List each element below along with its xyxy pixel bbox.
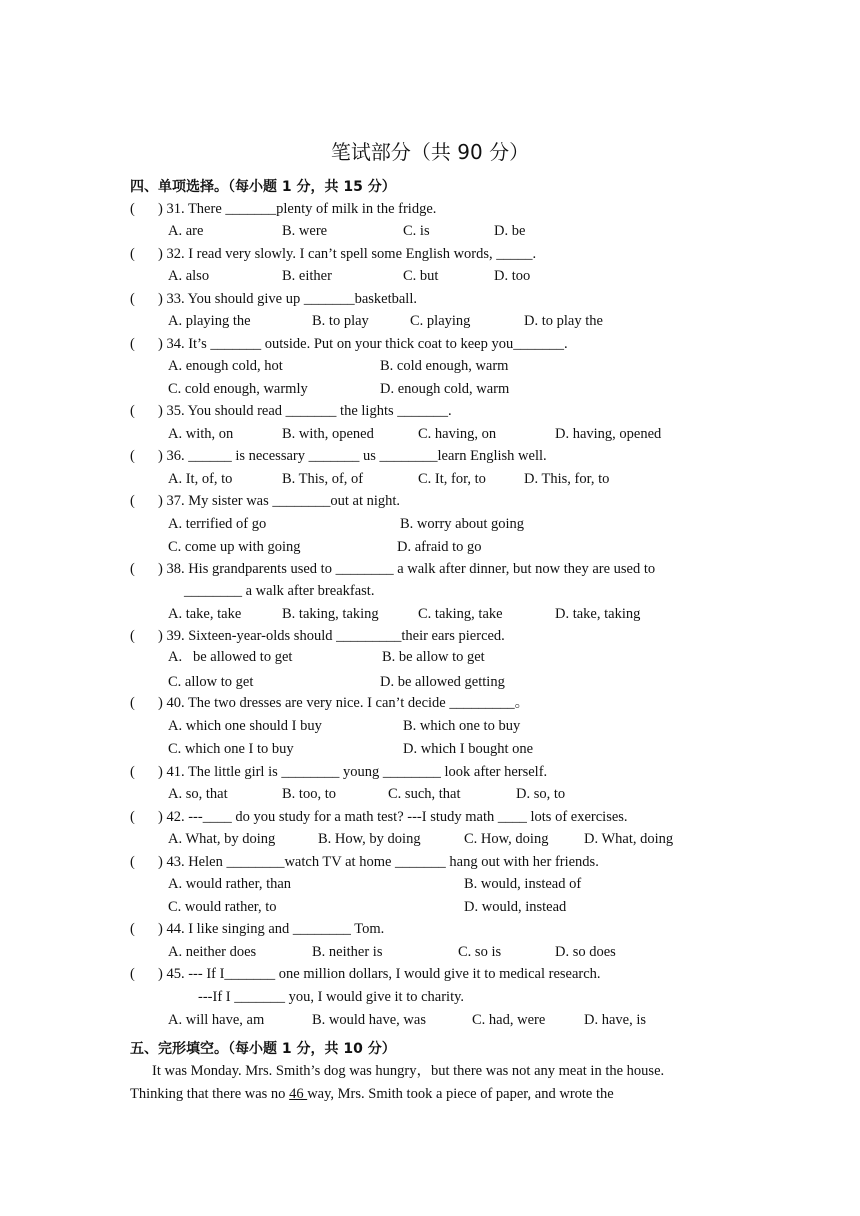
option: C. so is [458,944,502,960]
option: B. would have, was [312,1012,426,1028]
question-37: ( ) 37. My sister was ________out at night. [130,493,401,509]
option: B. with, opened [282,426,374,442]
question-34: ( ) 34. It’s _______ outside. Put on your thick coat to keep you_______. [130,336,568,352]
question-39: ( ) 39. Sixteen-year-olds should _________their ears pierced. [130,628,505,644]
option: C. taking, take [418,606,503,622]
option: B. be allow to get [382,649,485,665]
option: A. which one should I buy [168,718,322,734]
option: A. take, take [168,606,242,622]
option: B. which one to buy [403,718,521,734]
option: C. having, on [418,426,497,442]
option: D. having, opened [555,426,662,442]
question-44: ( ) 44. I like singing and ________ Tom. [130,921,385,937]
option: D. would, instead [464,899,567,915]
option: B. taking, taking [282,606,379,622]
option: A. terrified of go [168,516,267,532]
option: B. either [282,268,332,284]
option: C. It, for, to [418,471,486,487]
option: B. too, to [282,786,336,802]
question-45-continued: ---If I _______ you, I would give it to charity. [198,989,465,1005]
option: B. were [282,223,328,239]
option: D. which I bought one [403,741,534,757]
option: B. This, of, of [282,471,364,487]
option: A. What, by doing [168,831,276,847]
option: A. be allowed to get [168,649,293,665]
option: B. worry about going [400,516,525,532]
blank-46: 46 [289,1086,308,1102]
option: C. is [403,223,430,239]
option: B. would, instead of [464,876,582,892]
passage-line-2: Thinking that there was no 46 way, Mrs. Smith took a piece of paper, and wrote the [130,1086,614,1102]
option: A. will have, am [168,1012,265,1028]
option: D. take, taking [555,606,641,622]
question-32: ( ) 32. I read very slowly. I can’t spell some English words, _____. [130,246,537,262]
question-41: ( ) 41. The little girl is ________ young ________ look after herself. [130,764,548,780]
option: D. to play the [524,313,603,329]
option: C. allow to get [168,674,254,690]
option: C. but [403,268,439,284]
option: A. would rather, than [168,876,292,892]
option: C. cold enough, warmly [168,381,308,397]
option: D. What, doing [584,831,674,847]
option: C. playing [410,313,471,329]
option: D. be allowed getting [380,674,505,690]
option: D. This, for, to [524,471,610,487]
question-31: ( ) 31. There _______plenty of milk in the fridge. [130,201,437,217]
option: B. neither is [312,944,383,960]
option: D. have, is [584,1012,647,1028]
question-36: ( ) 36. ______ is necessary _______ us ________learn English well. [130,448,547,464]
section-heading-cloze: 五、完形填空。（每小题 1 分，共 10 分） [130,1041,396,1057]
option: D. too [494,268,531,284]
option: A. enough cold, hot [168,358,283,374]
option: B. cold enough, warm [380,358,509,374]
option: B. How, by doing [318,831,421,847]
question-43: ( ) 43. Helen ________watch TV at home _______ hang out with her friends. [130,854,599,870]
question-35: ( ) 35. You should read _______ the lights _______. [130,403,452,419]
page-title: 笔试部分（共 90 分） [330,140,530,164]
option: A. It, of, to [168,471,233,487]
question-40: ( ) 40. The two dresses are very nice. I can’t decide _________。 [130,695,530,711]
option: C. which one I to buy [168,741,294,757]
question-33: ( ) 33. You should give up _______basketball. [130,291,417,307]
option: D. so, to [516,786,566,802]
option: C. How, doing [464,831,549,847]
option: A. also [168,268,210,284]
section-heading-single-choice: 四、单项选择。（每小题 1 分，共 15 分） [130,179,396,195]
option: D. so does [555,944,616,960]
option: A. are [168,223,204,239]
option: D. afraid to go [397,539,482,555]
option: A. so, that [168,786,228,802]
question-45: ( ) 45. --- If I_______ one million dollars, I would give it to medical research. [130,966,601,982]
passage-line-1: It was Monday. Mrs. Smith’s dog was hungry，but there was not any meat in the house. [152,1063,665,1079]
option: B. to play [312,313,369,329]
option: D. enough cold, warm [380,381,510,397]
question-38-continued: ________ a walk after breakfast. [184,583,375,599]
option: A. playing the [168,313,251,329]
option: A. with, on [168,426,234,442]
option: A. neither does [168,944,257,960]
question-42: ( ) 42. ---____ do you study for a math test? ---I study math ____ lots of exercises. [130,809,628,825]
option: C. would rather, to [168,899,277,915]
question-38: ( ) 38. His grandparents used to ________ a walk after dinner, but now they are used to [130,561,656,577]
option: D. be [494,223,526,239]
option: C. come up with going [168,539,301,555]
option: C. such, that [388,786,461,802]
option: C. had, were [472,1012,546,1028]
